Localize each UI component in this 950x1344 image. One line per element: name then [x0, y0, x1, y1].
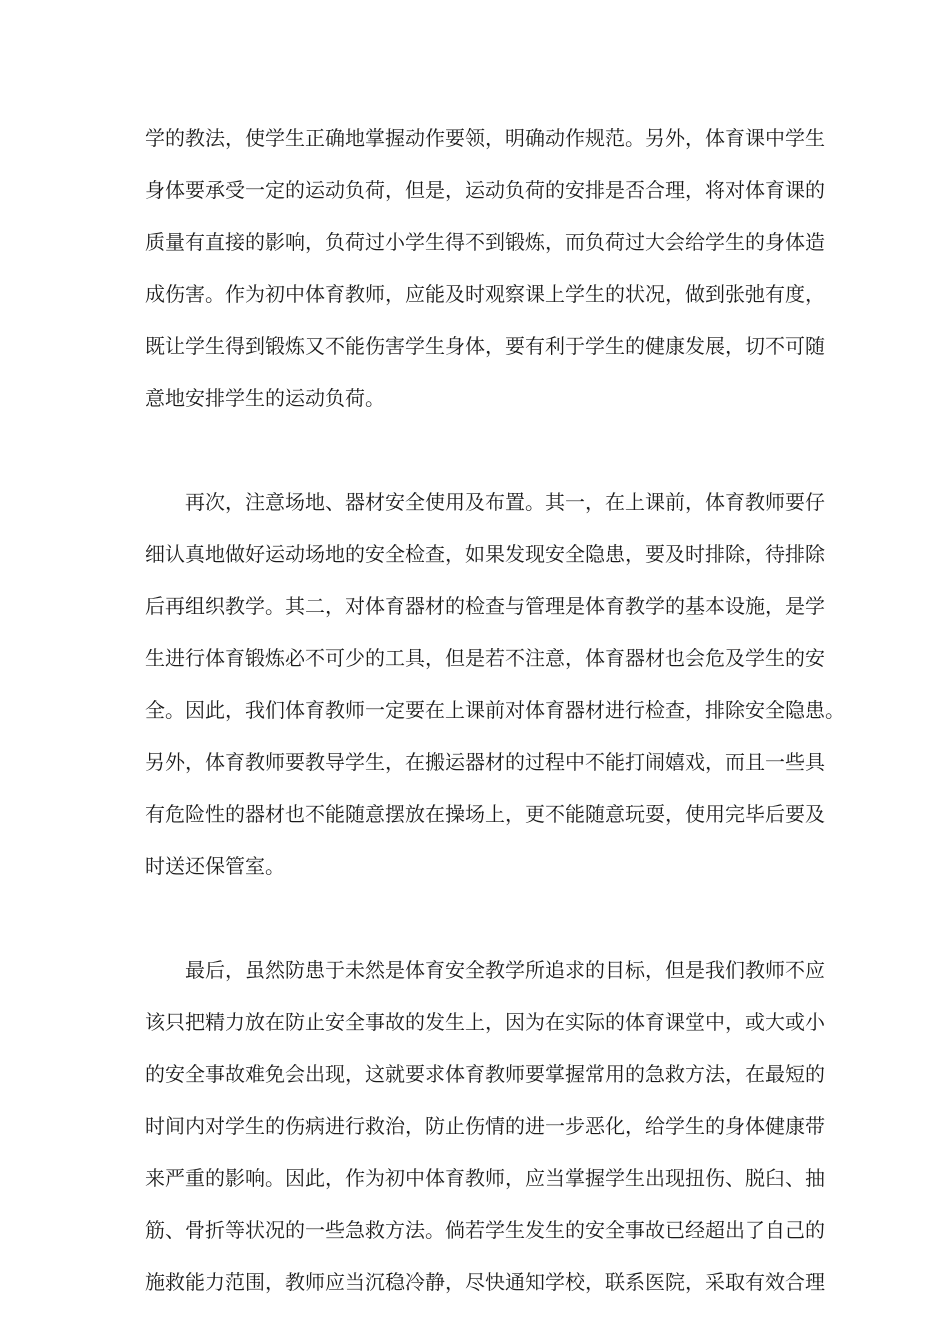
text-line: 时送还保管室。 — [145, 854, 285, 878]
text-line: 来严重的影响。因此，作为初中体育教师，应当掌握学生出现扭伤、脱臼、抽 — [145, 1166, 825, 1190]
paragraph — [145, 112, 825, 424]
paragraph — [145, 476, 845, 892]
paragraph-gap — [145, 892, 805, 944]
paragraph — [145, 944, 825, 1308]
text-line: 细认真地做好运动场地的安全检查，如果发现安全隐患，要及时排除，待排除 — [145, 542, 825, 566]
text-line: 后再组织教学。其二，对体育器材的检查与管理是体育教学的基本设施，是学 — [145, 594, 825, 618]
text-line: 成伤害。作为初中体育教师，应能及时观察课上学生的状况，做到张弛有度， — [145, 282, 825, 306]
text-line: 生进行体育锻炼必不可少的工具，但是若不注意，体育器材也会危及学生的安 — [145, 646, 825, 670]
text-line: 该只把精力放在防止安全事故的发生上，因为在实际的体育课堂中，或大或小 — [145, 1010, 825, 1034]
text-line: 有危险性的器材也不能随意摆放在操场上，更不能随意玩耍，使用完毕后要及 — [145, 802, 825, 826]
text-line: 时间内对学生的伤病进行救治，防止伤情的进一步恶化，给学生的身体健康带 — [145, 1114, 825, 1138]
text-line: 另外，体育教师要教导学生，在搬运器材的过程中不能打闹嬉戏，而且一些具 — [145, 750, 825, 774]
text-line: 学的教法，使学生正确地掌握动作要领，明确动作规范。另外，体育课中学生 — [145, 126, 825, 150]
text-line: 再次，注意场地、器材安全使用及布置。其一，在上课前，体育教师要仔 — [185, 490, 825, 514]
document-body — [145, 112, 845, 1308]
text-line: 的安全事故难免会出现，这就要求体育教师要掌握常用的急救方法，在最短的 — [145, 1062, 825, 1086]
text-line: 意地安排学生的运动负荷。 — [145, 386, 385, 410]
paragraph-gap — [145, 424, 805, 476]
text-line: 质量有直接的影响，负荷过小学生得不到锻炼，而负荷过大会给学生的身体造 — [145, 230, 825, 254]
text-line: 施救能力范围，教师应当沉稳冷静，尽快通知学校，联系医院，采取有效合理 — [145, 1270, 825, 1294]
text-line: 最后，虽然防患于未然是体育安全教学所追求的目标，但是我们教师不应 — [185, 958, 825, 982]
text-line: 筋、骨折等状况的一些急救方法。倘若学生发生的安全事故已经超出了自己的 — [145, 1218, 825, 1242]
text-line: 全。因此，我们体育教师一定要在上课前对体育器材进行检查，排除安全隐患。 — [145, 698, 845, 722]
text-line: 既让学生得到锻炼又不能伤害学生身体，要有利于学生的健康发展，切不可随 — [145, 334, 825, 358]
text-line: 身体要承受一定的运动负荷，但是，运动负荷的安排是否合理，将对体育课的 — [145, 178, 825, 202]
